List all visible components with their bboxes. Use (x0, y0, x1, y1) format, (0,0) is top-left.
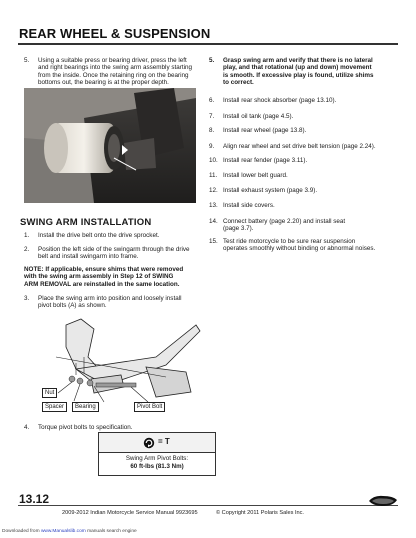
step-number: 4. (24, 424, 30, 431)
step-line: Grasp swing arm and verify that there is no lateral (223, 57, 373, 64)
step-line: Using a suitable press or bearing driver, press the left (38, 57, 187, 64)
step-line: bottoms out, the bearing is at the proper depth. (38, 79, 169, 87)
step-line: operates smoothly without binding or abnormal noises. (223, 245, 376, 253)
download-line (2, 529, 137, 534)
step-line: Align rear wheel and set drive belt tension (page 2.24). (223, 143, 376, 150)
step-line: to correct. (223, 79, 254, 87)
download-suffix: manuals search engine (87, 529, 137, 534)
swing-arm-diagram (36, 317, 202, 420)
torque-header-row (99, 433, 215, 453)
step-line: pivot bolts (A) as shown. (38, 302, 107, 310)
manualslib-link[interactable]: www.Manualslib.com (40, 529, 86, 534)
page-title: REAR WHEEL & SUSPENSION (19, 26, 211, 41)
step-line: Install lower belt guard. (223, 172, 288, 179)
torque-label: Swing Arm Pivot Bolts: (125, 455, 189, 462)
note-block (24, 266, 202, 288)
step-line: Install rear wheel (page 13.8). (223, 127, 307, 134)
step-number: 9. (209, 143, 215, 150)
step-line: and right bearings into the swing arm assembly starting (38, 64, 193, 72)
step-number: 5. (24, 57, 30, 64)
torque-symbol-text: = T (158, 437, 170, 446)
step-line: Test ride motorcycle to be sure rear suspension (223, 238, 356, 245)
step-line: belt and install swingarm into frame. (38, 253, 139, 261)
footer-rule (18, 505, 398, 506)
step-line: Torque pivot bolts to specification. (38, 424, 133, 431)
step-number: 14. (209, 218, 218, 225)
step-number: 12. (209, 187, 218, 194)
note-line: NOTE: If applicable, ensure shims that were removed (24, 266, 184, 273)
step-line: Install rear shock absorber (page 13.10). (223, 97, 337, 104)
step-number: 15. (209, 238, 218, 245)
page-number: 13.12 (19, 492, 50, 506)
footer-copyright: © Copyright 2011 Polaris Sales Inc. (216, 510, 304, 516)
indian-logo (368, 494, 398, 508)
step-number: 3. (24, 295, 30, 302)
step-number: 5. (209, 57, 215, 64)
step-line: Connect battery (page 2.20) and install seat (223, 218, 346, 225)
step-line: Place the swing arm into position and loosely install (38, 295, 182, 302)
torque-spec-box (98, 432, 216, 476)
step-number: 8. (209, 127, 215, 134)
label-spacer: Spacer (42, 402, 67, 412)
step-line: is smooth. If excessive play is found, utilize shims (223, 71, 374, 79)
download-prefix: Downloaded from (2, 529, 40, 534)
label-bearing: Bearing (72, 402, 99, 412)
header-rule (18, 43, 398, 45)
step-number: 11. (209, 172, 218, 179)
step-number: 1. (24, 232, 30, 239)
step-line: Install side covers. (223, 202, 275, 209)
torque-wrench-icon (143, 436, 155, 448)
note-line: with the swing arm assembly in Step 12 of SWING (24, 273, 174, 281)
torque-value: 60 ft-lbs (81.3 Nm) (130, 463, 184, 470)
step-line: from the inside. Once the retaining ring on the bearing (38, 71, 189, 79)
step-line: (page 3.7). (223, 225, 254, 233)
section-title: SWING ARM INSTALLATION (20, 217, 152, 228)
step-number: 7. (209, 113, 215, 120)
note-line: ARM REMOVAL are reinstalled in the same location. (24, 280, 180, 288)
step-line: Position the left side of the swingarm through the drive (38, 246, 190, 253)
bearing-install-photo (24, 88, 196, 203)
step-line: Install rear fender (page 3.11). (223, 157, 308, 164)
step-number: 6. (209, 97, 215, 104)
step-line: Install the drive belt onto the drive sprocket. (38, 232, 160, 239)
step-number: 10. (209, 157, 218, 164)
step-line: Install oil tank (page 4.5). (223, 113, 294, 120)
label-nut: Nut (42, 388, 57, 398)
step-number: 2. (24, 246, 30, 253)
step-line: play, and that rotational (up and down) movement (223, 64, 372, 72)
step-number: 13. (209, 202, 218, 209)
label-pivot-bolt: Pivot Bolt (134, 402, 165, 412)
footer-manual: 2009-2012 Indian Motorcycle Service Manual 9923695 (62, 510, 198, 516)
step-line: Install exhaust system (page 3.9). (223, 187, 318, 194)
